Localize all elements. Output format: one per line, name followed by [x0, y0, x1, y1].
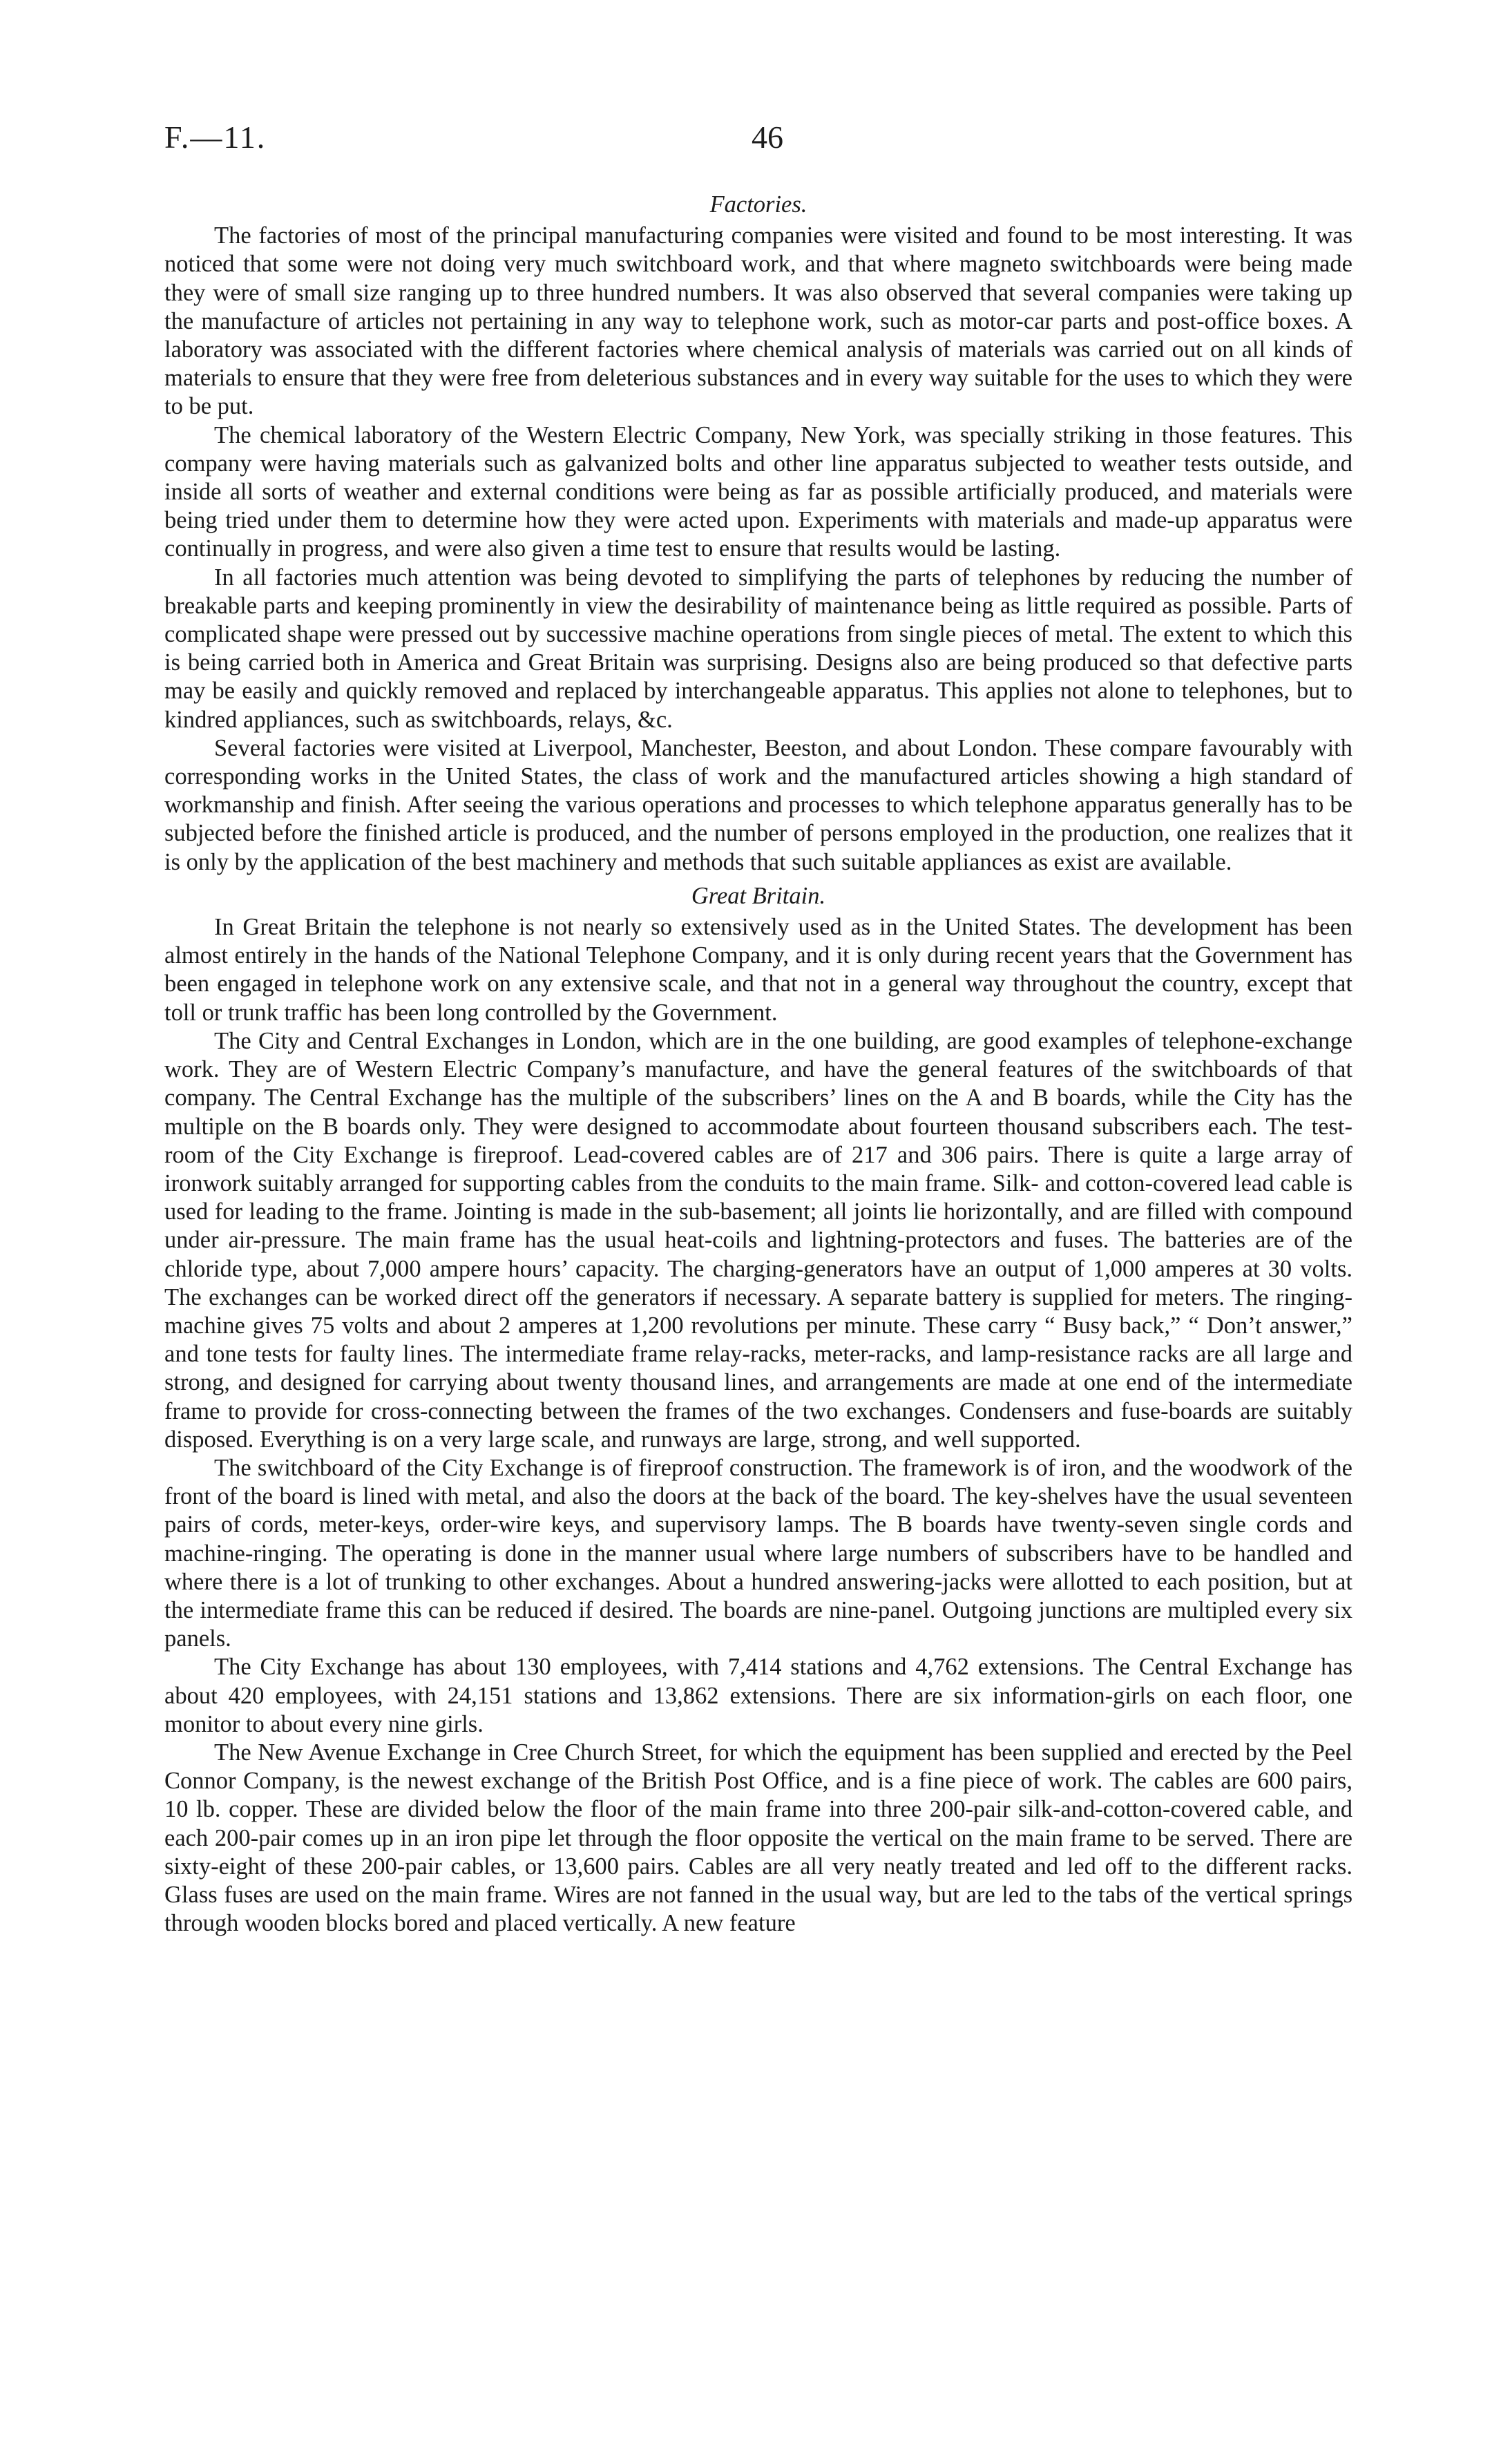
page-header [164, 119, 1352, 167]
paragraph: The New Avenue Exchange in Cree Church Street, for which the equipment has been supplied and erected by the Peel Connor Company, is the newest exchange of the British Post Office, and is a fine piece of work. The cables are 600 pairs, 10 lb. copper. These are divided below the floor of the main frame into three 200-pair silk-and-cotton-covered cable, and each 200-pair comes up in an iron pipe let through the floor opposite the vertical on the main frame to be served. There are sixty-eight of these 200-pair cables, or 13,600 pairs. Cables are all very neatly treated and led off to the different racks. Glass fuses are used on the main frame. Wires are not fanned in the usual way, but are led to the tabs of the vertical springs through wooden blocks bored and placed vertically. A new feature [164, 1739, 1352, 1937]
paragraph: The City and Central Exchanges in London, which are in the one building, are good examples of telephone-exchange work. They are of Western Electric Company’s manufacture, and have the general features of the switchboards of that company. The Central Exchange has the multiple of the subscribers’ lines on the A and B boards, while the City has the multiple on the B boards only. They were designed to accommodate about fourteen thousand subscribers each. The test-room of the City Exchange is fireproof. Lead-covered cables are of 217 and 306 pairs. There is quite a large array of ironwork suitably arranged for supporting cables from the conduits to the main frame. Silk- and cotton-covered lead cable is used for leading to the frame. Jointing is made in the sub-basement; all joints lie horizontally, and are filled with compound under air-pressure. The main frame has the usual heat-coils and lightning-protectors and fuses. The batteries are of the chloride type, about 7,000 ampere hours’ capacity. The charging-generators have an output of 1,000 amperes at 30 volts. The exchanges can be worked direct off the generators if necessary. A separate battery is supplied for meters. The ringing-machine gives 75 volts and about 2 amperes at 1,200 revolutions per minute. These carry “ Busy back,” “ Don’t answer,” and tone tests for faulty lines. The intermediate frame relay-racks, meter-racks, and lamp-resistance racks are all large and strong, and designed for carrying about twenty thousand lines, and arrangements are made at one end of the intermediate frame to provide for cross-connecting between the frames of the two exchanges. Condensers and fuse-boards are suitably disposed. Everything is on a very large scale, and runways are large, strong, and well supported. [164, 1027, 1352, 1453]
paragraph: The switchboard of the City Exchange is of fireproof construction. The framework is of iron, and the woodwork of the front of the board is lined with metal, and also the doors at the back of the board. The key-shelves have the usual seventeen pairs of cords, meter-keys, order-wire keys, and supervisory lamps. The B boards have twenty-seven single cords and machine-ringing. The operating is done in the manner usual where large numbers of subscribers have to be handled and where there is a lot of trunking to other exchanges. About a hundred answering-jacks were allotted to each position, but at the intermediate frame this can be reduced if desired. The boards are nine-panel. Outgoing junctions are multipled every six panels. [164, 1454, 1352, 1652]
paragraph: In all factories much attention was being devoted to simplifying the parts of telephones by reducing the number of breakable parts and keeping prominently in view the desirability of maintenance being as little required as possible. Parts of complicated shape were pressed out by successive machine operations from single pieces of metal. The extent to which this is being carried both in America and Great Britain was surprising. Designs also are being produced so that defective parts may be easily and quickly removed and replaced by interchangeable apparatus. This applies not alone to telephones, but to kindred appliances, such as switchboards, relays, &c. [164, 564, 1352, 733]
paragraph: The City Exchange has about 130 employees, with 7,414 stations and 4,762 extensions. The Central Exchange has about 420 employees, with 24,151 stations and 13,862 extensions. There are six information-girls on each floor, one monitor to about every nine girls. [164, 1654, 1352, 1737]
paragraph: The chemical laboratory of the Western Electric Company, New York, was specially striking in those features. This company were having materials such as galvanized bolts and other line apparatus subjected to weather tests outside, and inside all sorts of weather and external conditions were being as far as possible artificially produced, and materials were being tried under them to determine how they were acted upon. Experiments with materials and made-up apparatus were continually in progress, and were also given a time test to ensure that results would be lasting. [164, 421, 1352, 562]
paragraph: Several factories were visited at Liverpool, Manchester, Beeston, and about London. These compare favourably with corresponding works in the United States, the class of work and the manufactured articles showing a high standard of workmanship and finish. After seeing the various operations and processes to which telephone apparatus generally has to be subjected before the finished article is produced, and the number of persons employed in the production, one realizes that it is only by the application of the best machinery and methods that such suitable appliances as exist are available. [164, 734, 1352, 875]
page-number: 46 [752, 120, 783, 155]
section-title-great-britain: Great Britain. [691, 882, 826, 909]
paragraph: The factories of most of the principal manufacturing companies were visited and found to be most interesting. It was noticed that some were not doing very much switchboard work, and that where magneto switchboards were being made they were of small size ranging up to three hundred numbers. It was also observed that several companies were taking up the manufacture of articles not pertaining in any way to telephone work, such as motor-car parts and post-office boxes. A laboratory was associated with the different factories where chemical analysis of materials was carried out on all kinds of materials to ensure that they were free from deleterious substances and in every way suitable for the uses to which they were to be put. [164, 222, 1352, 420]
paragraph: In Great Britain the telephone is not nearly so extensively used as in the United States. The development has been almost entirely in the hands of the National Telephone Company, and it is only during recent years that the Government has been engaged in telephone work on any extensive scale, and that not in a general way throughout the country, except that toll or trunk traffic has been long controlled by the Government. [164, 914, 1352, 1026]
document-reference: F.—11. [164, 120, 267, 155]
page-body [164, 185, 1352, 1938]
section-title-factories: Factories. [709, 191, 807, 218]
